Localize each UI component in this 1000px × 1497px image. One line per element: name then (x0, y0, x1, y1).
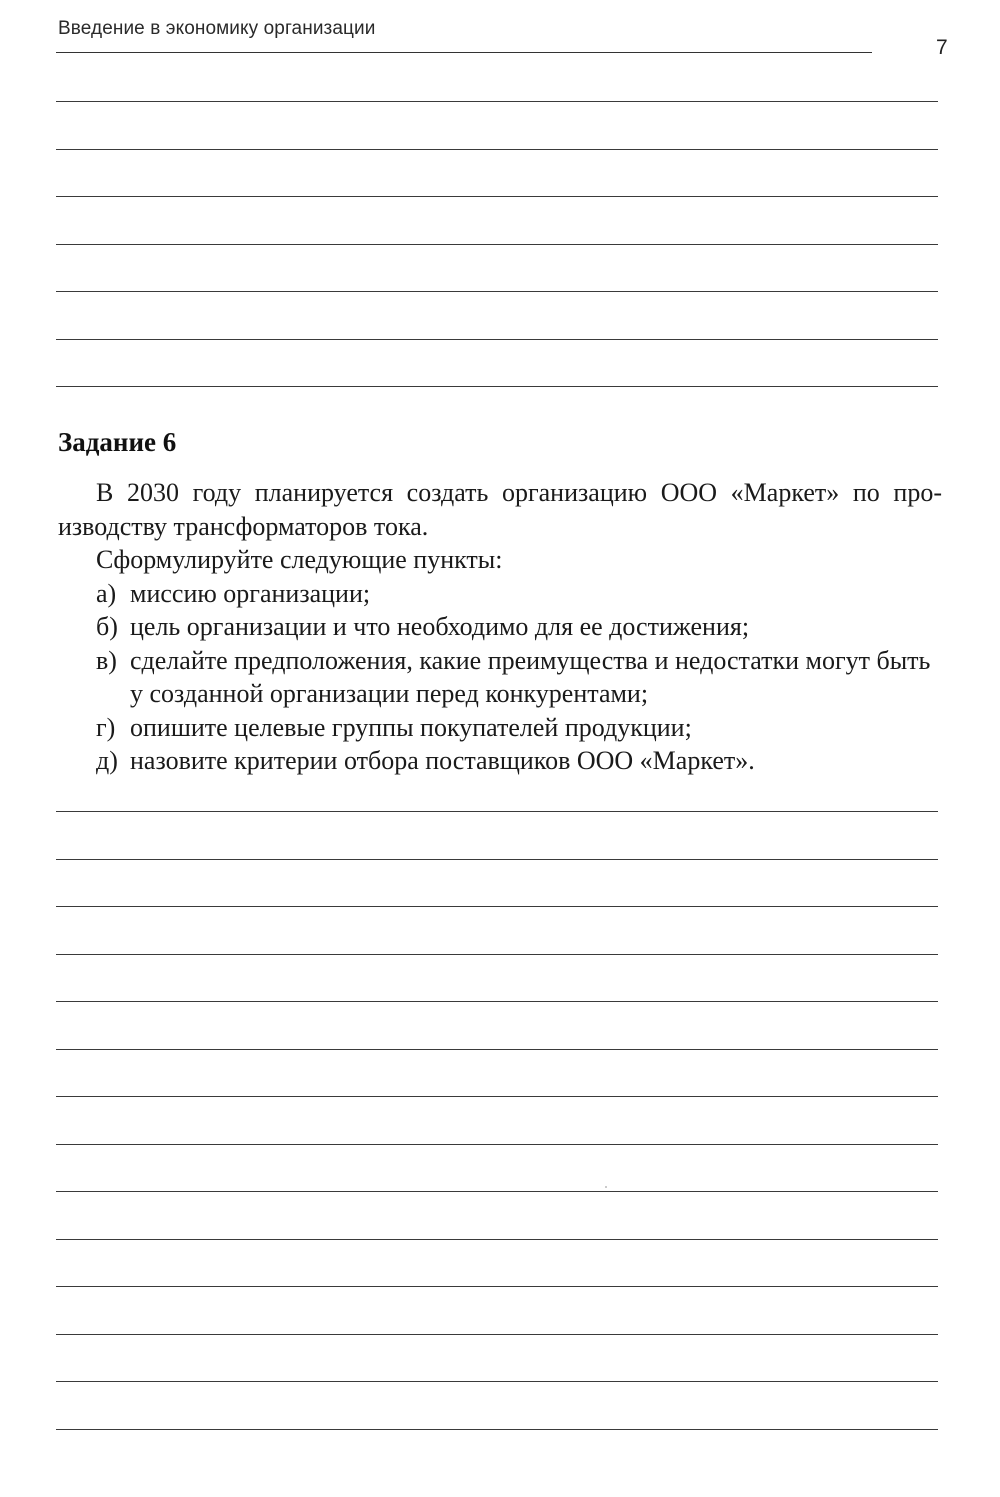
answer-line (56, 1144, 938, 1145)
answer-line (56, 1049, 938, 1050)
answer-line (56, 1239, 938, 1240)
list-item-text: цель организации и что необходимо для ее достижения; (130, 612, 750, 641)
list-item-text: опишите целевые группы покупателей продукции; (130, 712, 692, 742)
task-intro-line-1: В 2030 году планируется создать организацию ООО «Маркет» по про- (96, 478, 942, 507)
task-intro-line-2: изводству трансформаторов тока. (58, 511, 429, 541)
list-marker: д) (96, 746, 118, 775)
answer-line (56, 1191, 938, 1192)
answer-line (56, 1381, 938, 1382)
answer-line (56, 244, 938, 245)
answer-line (56, 196, 938, 197)
list-marker: б) (96, 612, 118, 641)
list-item-text: назовите критерии отбора поставщиков ООО «Маркет». (130, 746, 755, 775)
list-item-text: миссию организации; (130, 578, 371, 608)
list-item (96, 577, 942, 611)
answer-line (56, 1334, 938, 1335)
answer-line (56, 906, 938, 907)
answer-line (56, 1096, 938, 1097)
answer-line (56, 101, 938, 102)
list-marker: в) (96, 645, 117, 675)
list-marker: а) (96, 578, 117, 608)
answer-line (56, 954, 938, 955)
list-item (96, 711, 942, 745)
answer-line (56, 339, 938, 340)
answer-line (56, 149, 938, 150)
task-title: Задание 6 (58, 427, 177, 457)
answer-line (56, 1001, 938, 1002)
answer-line (56, 1286, 938, 1287)
list-marker: г) (96, 712, 116, 742)
list-item-text: сделайте предположения, какие преимущества и недостатки могут быть у созданной организации перед конкурентами; (130, 645, 931, 708)
answer-line (56, 386, 938, 387)
task-prompt: Сформулируйте следующие пункты: (96, 545, 503, 574)
list-item (96, 744, 942, 778)
answer-line (56, 1429, 938, 1430)
answer-line (56, 859, 938, 860)
list-item (96, 610, 942, 644)
list-item (96, 644, 942, 711)
running-head-title: Введение в экономику организации (58, 18, 376, 39)
answer-line (56, 811, 938, 812)
print-speck (605, 1186, 607, 1188)
page-number: 7 (936, 36, 948, 59)
answer-line (56, 291, 938, 292)
task-body (58, 476, 942, 778)
header-rule (56, 52, 872, 53)
task-items-list (58, 577, 942, 778)
